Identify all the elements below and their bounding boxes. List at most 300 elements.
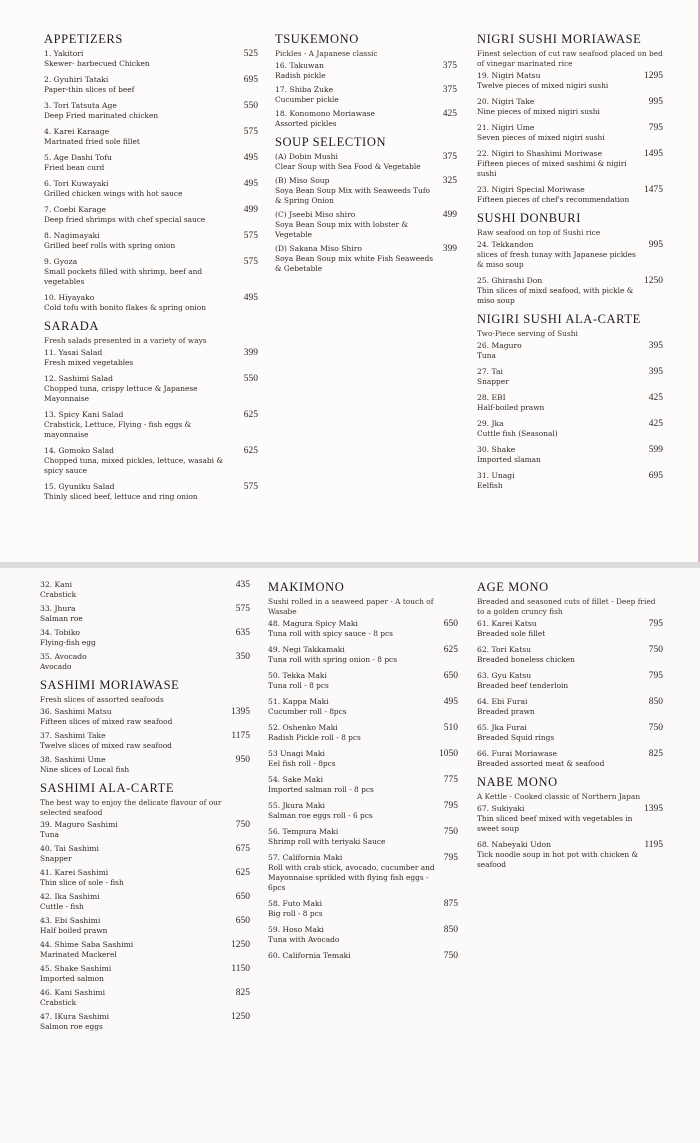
menu-item	[44, 257, 258, 287]
item-description: Fifteen pieces of chef's recommendation	[477, 195, 630, 204]
item-description: Salman roe	[40, 614, 83, 623]
item-price: 495	[243, 179, 258, 189]
item-description: Skewer- barbecued Chicken	[44, 59, 150, 68]
item-description: Deep Fried marinated chicken	[44, 111, 159, 120]
item-price: 650	[443, 619, 458, 629]
item-name: 65. Jka Furai	[477, 723, 527, 732]
menu-section	[44, 319, 258, 502]
item-name: 4. Karei Karaage	[44, 127, 110, 136]
item-description: Twelve pieces of mixed nigiri sushi	[477, 81, 609, 90]
section-title: SARADA	[44, 319, 99, 333]
item-name: 53 Unagi Maki	[268, 749, 325, 758]
item-price: 1395	[231, 707, 250, 717]
item-description: Cucumber pickle	[275, 95, 339, 104]
item-price: 1250	[644, 276, 663, 286]
item-description: Thin slice of sole - fish	[40, 878, 124, 887]
item-price: 325	[442, 176, 457, 186]
menu-item	[477, 840, 663, 870]
item-description: Twelve slices of mixed raw seafood	[40, 741, 172, 750]
item-price: 1495	[644, 149, 663, 159]
item-name: 15. Gyuniku Salad	[44, 482, 115, 491]
menu-item	[477, 471, 663, 491]
item-description: Chopped tuna, crispy lettuce & Japanese Mayonnaise	[44, 384, 198, 403]
item-description: Half-boiled prawn	[477, 403, 545, 412]
menu-item	[40, 755, 250, 775]
item-description: Imported slaman	[477, 455, 541, 464]
item-price: 499	[243, 205, 258, 215]
item-description: Small pockets filled with shrimp, beef and vegetables	[44, 267, 203, 286]
menu-item	[275, 109, 457, 129]
menu-section	[477, 775, 663, 870]
item-name: 40. Tai Sashimi	[40, 844, 99, 853]
menu-item	[44, 75, 258, 95]
menu-section	[40, 580, 250, 672]
menu-section	[477, 312, 663, 491]
item-name: 37. Sashimi Take	[40, 731, 106, 740]
menu-section	[40, 678, 250, 775]
item-price: 1050	[439, 749, 458, 759]
section-description: Finest selection of cut raw seafood placed on bed of vinegar marinated rice	[477, 49, 663, 68]
item-name: 49. Negi Takkamaki	[268, 645, 345, 654]
item-description: Tuna roll with spicy sauce - 8 pcs	[268, 629, 393, 638]
item-description: Tick noodle soup in hot pot with chicken & seafood	[477, 850, 639, 869]
item-price: 499	[442, 210, 457, 220]
item-price: 550	[243, 374, 258, 384]
item-price: 1250	[231, 1012, 250, 1022]
item-description: Eelfish	[477, 481, 503, 490]
item-price: 495	[243, 293, 258, 303]
item-description: Breaded prawn	[477, 707, 535, 716]
menu-column	[477, 32, 663, 497]
menu-item	[477, 697, 663, 717]
item-description: Fifteen pieces of mixed sashimi & nigiri sushi	[477, 159, 627, 178]
menu-item	[44, 153, 258, 173]
section-title: NIGRI SUSHI MORIAWASE	[477, 32, 642, 46]
item-price: 575	[243, 257, 258, 267]
section-description: The best way to enjoy the delicate flavour of our selected seafood	[40, 798, 222, 817]
item-description: Avocado	[40, 662, 72, 671]
menu-section	[477, 32, 663, 205]
menu-column	[40, 580, 250, 1038]
menu-item	[44, 127, 258, 147]
section-title: SASHIMI MORIAWASE	[40, 678, 180, 692]
menu-item	[275, 176, 457, 206]
item-description: Deep fried shrimps with chef special sauce	[44, 215, 206, 224]
item-price: 750	[235, 820, 250, 830]
item-name: 1. Yakitori	[44, 49, 84, 58]
menu-item	[44, 348, 258, 368]
item-name: 16. Takuwan	[275, 61, 324, 70]
item-name: 32. Kani	[40, 580, 73, 589]
menu-item	[44, 231, 258, 251]
item-price: 750	[648, 645, 663, 655]
section-title: SUSHI DONBURI	[477, 211, 581, 225]
item-name: 31. Unagi	[477, 471, 515, 480]
menu-column	[275, 32, 457, 280]
menu-item	[40, 916, 250, 936]
menu-item	[44, 49, 258, 69]
item-description: Cold tofu with bonito flakes & spring onion	[44, 303, 206, 312]
menu-item	[268, 925, 458, 945]
menu-item	[268, 951, 458, 961]
menu-item	[268, 899, 458, 919]
item-description: Thin sliced beef mixed with vegetables in sweet soup	[477, 814, 633, 833]
item-price: 695	[243, 75, 258, 85]
menu-item	[268, 853, 458, 893]
item-name: 22. Nigiri to Shashimi Moriwase	[477, 149, 603, 158]
item-description: Imported salman roll - 8 pcs	[268, 785, 374, 794]
item-name: 39. Maguro Sashimi	[40, 820, 118, 829]
item-price: 375	[442, 85, 457, 95]
item-description: Shrimp roll with teriyaki Sauce	[268, 837, 386, 846]
section-description: Breaded and seasoned cuts of fillet - Deep fried to a golden cruncy fish	[477, 597, 656, 616]
item-name: 38. Sashimi Ume	[40, 755, 106, 764]
item-description: Tuna roll - 8 pcs	[268, 681, 329, 690]
item-name: 29. Jka	[477, 419, 504, 428]
item-name: 50. Tekka Maki	[268, 671, 327, 680]
section-title: MAKIMONO	[268, 580, 345, 594]
item-name: 3. Tori Tatsuta Age	[44, 101, 117, 110]
menu-item	[275, 152, 457, 172]
menu-section	[477, 580, 663, 769]
menu-item	[477, 445, 663, 465]
item-name: 57. California Maki	[268, 853, 343, 862]
item-price: 1175	[231, 731, 250, 741]
section-description: Fresh slices of assorted seafoods	[40, 695, 164, 704]
menu-section	[275, 32, 457, 129]
item-price: 525	[243, 49, 258, 59]
menu-item	[40, 940, 250, 960]
item-description: Assorted pickles	[275, 119, 337, 128]
menu-item	[44, 446, 258, 476]
item-name: 59. Hoso Maki	[268, 925, 324, 934]
item-description: Thin slices of mixd seafood, with pickle & miso soup	[477, 286, 634, 305]
item-description: Cuttle - fish	[40, 902, 84, 911]
item-price: 495	[443, 697, 458, 707]
item-name: 11. Yasai Salad	[44, 348, 103, 357]
menu-item	[268, 671, 458, 691]
menu-item	[477, 393, 663, 413]
item-price: 625	[243, 410, 258, 420]
section-description: Raw seafood on top of Sushi rice	[477, 228, 601, 237]
item-price: 650	[443, 671, 458, 681]
item-name: 36. Sashimi Matsu	[40, 707, 112, 716]
item-price: 1395	[644, 804, 663, 814]
item-description: Imported salmon	[40, 974, 104, 983]
item-description: Nine pieces of mixed nigiri sushi	[477, 107, 600, 116]
menu-item	[44, 101, 258, 121]
item-name: 6. Tori Kuwayaki	[44, 179, 109, 188]
item-price: 510	[443, 723, 458, 733]
item-description: Grilled beef rolls with spring onion	[44, 241, 176, 250]
item-name: 47. IKura Sashimi	[40, 1012, 110, 1021]
item-name: 52. Oshenko Maki	[268, 723, 338, 732]
menu-item	[44, 410, 258, 440]
item-name: 24. Tekkandon	[477, 240, 534, 249]
menu-item	[40, 652, 250, 672]
menu-item	[477, 367, 663, 387]
item-description: Grilled chicken wings with hot sauce	[44, 189, 183, 198]
menu-item	[477, 749, 663, 769]
item-price: 1150	[231, 964, 250, 974]
item-description: Salman roe eggs roll - 6 pcs	[268, 811, 373, 820]
item-name: 62. Tori Katsu	[477, 645, 532, 654]
item-description: Breaded boneless chicken	[477, 655, 575, 664]
menu-item	[275, 244, 457, 274]
item-price: 795	[648, 619, 663, 629]
item-name: 28. EBI	[477, 393, 506, 402]
item-name: 55. Jkura Maki	[268, 801, 325, 810]
item-price: 435	[235, 580, 250, 590]
item-name: 19. Nigiri Matsu	[477, 71, 541, 80]
item-name: 10. Hiyayako	[44, 293, 95, 302]
menu-item	[40, 820, 250, 840]
item-name: 66. Furai Moriawase	[477, 749, 558, 758]
item-price: 1475	[644, 185, 663, 195]
menu-item	[268, 645, 458, 665]
item-name: 61. Karei Katsu	[477, 619, 537, 628]
menu-item	[477, 185, 663, 205]
item-description: Tuna	[477, 351, 496, 360]
item-description: Crabstick, Lettuce, Flying - fish eggs & mayonnaise	[44, 420, 192, 439]
item-description: Tuna	[40, 830, 59, 839]
item-name: 27. Tai	[477, 367, 503, 376]
menu-item	[40, 844, 250, 864]
item-description: Breaded beef tenderloin	[477, 681, 569, 690]
menu-item	[275, 85, 457, 105]
item-description: Fifteen slices of mixed raw seafood	[40, 717, 173, 726]
item-price: 650	[235, 892, 250, 902]
item-name: 35. Avocado	[40, 652, 87, 661]
menu-item	[477, 804, 663, 834]
item-price: 695	[648, 471, 663, 481]
item-price: 795	[648, 671, 663, 681]
menu-item	[40, 892, 250, 912]
menu-item	[477, 723, 663, 743]
item-name: (C) Jseebi Miso shiro	[275, 210, 356, 219]
menu-column	[268, 580, 458, 967]
menu-item	[40, 707, 250, 727]
item-name: 67. Sukiyaki	[477, 804, 525, 813]
menu-item	[268, 801, 458, 821]
item-name: 7. Coebi Karage	[44, 205, 106, 214]
item-name: 17. Shiba Zuke	[275, 85, 334, 94]
item-name: 2. Gyuhiri Tataki	[44, 75, 109, 84]
item-description: Tuna with Avocado	[268, 935, 340, 944]
item-name: 41. Karei Sashimi	[40, 868, 109, 877]
item-price: 425	[442, 109, 457, 119]
item-price: 1195	[644, 840, 663, 850]
menu-item	[268, 827, 458, 847]
item-name: 9. Gyoza	[44, 257, 78, 266]
item-description: Flying-fish egg	[40, 638, 96, 647]
item-price: 850	[648, 697, 663, 707]
item-name: 18. Konomono Moriawase	[275, 109, 375, 118]
item-description: Chopped tuna, mixed pickles, lettuce, wasabi & spicy sauce	[44, 456, 223, 475]
item-name: 20. Nigiri Take	[477, 97, 535, 106]
item-name: 5. Age Dashi Tofu	[44, 153, 112, 162]
item-price: 625	[235, 868, 250, 878]
menu-item	[40, 868, 250, 888]
item-description: Fried bean curd	[44, 163, 105, 172]
item-price: 675	[235, 844, 250, 854]
item-price: 775	[443, 775, 458, 785]
item-price: 825	[235, 988, 250, 998]
menu-item	[44, 293, 258, 313]
menu-item	[275, 210, 457, 240]
item-name: 63. Gyu Katsu	[477, 671, 532, 680]
item-price: 825	[648, 749, 663, 759]
item-description: Tuna roll with spring onion - 8 pcs	[268, 655, 397, 664]
menu-item	[477, 619, 663, 639]
section-description: Sushi rolled in a seaweed paper - A touch of Wasabe	[268, 597, 434, 616]
item-price: 795	[648, 123, 663, 133]
item-description: slices of fresh tunay with Japanese pickles & miso soup	[477, 250, 636, 269]
item-price: 599	[648, 445, 663, 455]
item-name: 12. Sashimi Salad	[44, 374, 114, 383]
item-description: Salmon roe eggs	[40, 1022, 103, 1031]
item-description: Breaded assorted meat & seafood	[477, 759, 605, 768]
item-price: 1250	[231, 940, 250, 950]
item-name: 44. Shime Saba Sashimi	[40, 940, 134, 949]
section-description: A Kettle - Cooked classic of Northern Japan	[477, 792, 641, 801]
item-name: 21. Nigiri Ume	[477, 123, 535, 132]
item-name: (B) Miso Soup	[275, 176, 330, 185]
section-description: Two-Piece serving of Sushi	[477, 329, 578, 338]
item-price: 750	[648, 723, 663, 733]
menu-item	[268, 697, 458, 717]
menu-item	[40, 988, 250, 1008]
item-price: 575	[243, 127, 258, 137]
item-price: 350	[235, 652, 250, 662]
menu-item	[40, 604, 250, 624]
item-description: Breaded Squid rings	[477, 733, 555, 742]
section-description: Pickles - A Japanese classic	[275, 49, 378, 58]
item-name: 60. California Temaki	[268, 951, 351, 960]
item-name: 26. Maguro	[477, 341, 522, 350]
item-name: 42. Ika Sashimi	[40, 892, 100, 901]
item-name: 45. Shake Sashimi	[40, 964, 112, 973]
item-description: Crabstick	[40, 590, 77, 599]
item-price: 950	[235, 755, 250, 765]
item-description: Soya Bean Soup mix with lobster & Vegetable	[275, 220, 408, 239]
item-description: Seven pieces of mixed nigiri sushi	[477, 133, 605, 142]
menu-item	[477, 240, 663, 270]
item-description: Half boiled prawn	[40, 926, 108, 935]
item-name: 34. Tobiko	[40, 628, 81, 637]
menu-section	[44, 32, 258, 313]
menu-item	[40, 731, 250, 751]
item-price: 495	[243, 153, 258, 163]
item-price: 995	[648, 240, 663, 250]
menu-item	[477, 645, 663, 665]
menu-item	[268, 749, 458, 769]
item-price: 575	[243, 482, 258, 492]
item-price: 425	[648, 419, 663, 429]
item-name: 33. Jhura	[40, 604, 76, 613]
menu-section	[268, 580, 458, 961]
item-name: (A) Dobin Mushi	[275, 152, 338, 161]
menu-item	[44, 179, 258, 199]
item-description: Soya Bean Soup Mix with Seaweeds Tufo & Spring Onion	[275, 186, 430, 205]
item-name: 56. Tempura Maki	[268, 827, 339, 836]
item-name: 43. Ebi Sashimi	[40, 916, 101, 925]
item-price: 795	[443, 801, 458, 811]
section-title: SOUP SELECTION	[275, 135, 387, 149]
menu-item	[40, 628, 250, 648]
item-price: 750	[443, 951, 458, 961]
item-price: 575	[243, 231, 258, 241]
menu-item	[44, 374, 258, 404]
item-name: 58. Futo Maki	[268, 899, 323, 908]
item-description: Thinly sliced beef, lettuce and ring onion	[44, 492, 198, 501]
item-price: 995	[648, 97, 663, 107]
item-price: 395	[648, 367, 663, 377]
menu-item	[40, 1012, 250, 1032]
section-description: Fresh salads presented in a variety of ways	[44, 336, 207, 345]
menu-item	[477, 71, 663, 91]
menu-item	[477, 671, 663, 691]
menu-item	[477, 149, 663, 179]
item-description: Soya Bean Soup mix white Fish Seaweeds & Gebetable	[275, 254, 433, 273]
section-title: APPETIZERS	[44, 32, 123, 46]
item-price: 875	[443, 899, 458, 909]
section-title: TSUKEMONO	[275, 32, 359, 46]
item-description: Cucumber roll - 8pcs	[268, 707, 347, 716]
item-name: 8. Nagimayaki	[44, 231, 100, 240]
menu-item	[477, 123, 663, 143]
menu-item	[44, 205, 258, 225]
menu-item	[268, 723, 458, 743]
item-price: 395	[648, 341, 663, 351]
menu-page-top	[0, 0, 700, 562]
menu-item	[275, 61, 457, 81]
item-description: Breaded sole fillet	[477, 629, 546, 638]
item-description: Paper-thin slices of beef	[44, 85, 135, 94]
item-name: 68. Nabeyaki Udon	[477, 840, 552, 849]
item-description: Marinated Mackerel	[40, 950, 117, 959]
item-description: Eel fish roll - 8pcs	[268, 759, 336, 768]
item-description: Clear Soup with Sea Food & Vegetable	[275, 162, 421, 171]
section-title: SASHIMI ALA-CARTE	[40, 781, 175, 795]
menu-column	[44, 32, 258, 508]
item-price: 375	[442, 152, 457, 162]
item-price: 635	[235, 628, 250, 638]
item-price: 399	[442, 244, 457, 254]
menu-column	[477, 580, 663, 876]
item-price: 795	[443, 853, 458, 863]
item-name: 13. Spicy Kani Salad	[44, 410, 124, 419]
item-description: Radish pickle	[275, 71, 326, 80]
item-description: Crabstick	[40, 998, 77, 1007]
item-description: Nine slices of Local fish	[40, 765, 130, 774]
item-name: 51. Kappa Maki	[268, 697, 329, 706]
item-name: 64. Ebi Furai	[477, 697, 528, 706]
menu-item	[268, 619, 458, 639]
item-name: 23. Nigiri Special Moriwase	[477, 185, 585, 194]
menu-item	[477, 276, 663, 306]
menu-item	[477, 97, 663, 117]
item-name: 46. Kani Sashimi	[40, 988, 105, 997]
item-price: 850	[443, 925, 458, 935]
item-price: 425	[648, 393, 663, 403]
item-description: Radish Pickle roll - 8 pcs	[268, 733, 361, 742]
item-name: 14. Gomoko Salad	[44, 446, 115, 455]
menu-page-bottom	[0, 568, 700, 1143]
menu-item	[44, 482, 258, 502]
item-description: Big roll - 8 pcs	[268, 909, 323, 918]
menu-item	[477, 341, 663, 361]
